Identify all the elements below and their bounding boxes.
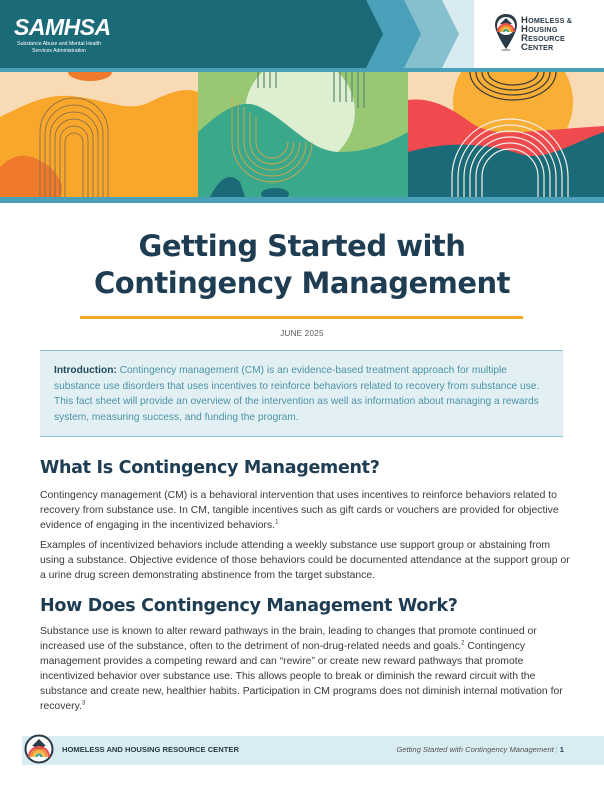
intro-callout xyxy=(40,350,563,437)
samhsa-subtitle-line2: Services Administration xyxy=(32,47,86,54)
footer-doc-title: Getting Started with Contingency Management xyxy=(396,745,554,754)
page-footer xyxy=(22,736,604,765)
paragraph-text: Contingency management (CM) is a behavioral intervention that uses incentives to reinforce behaviors related to recovery from substance use. In CM, tangible incentives such as gift cards or vouchers are provided for objective evidence of engaging in the incentivized behaviors. xyxy=(40,490,559,531)
page-number: 1 xyxy=(559,745,564,754)
samhsa-wordmark: SAMHSA xyxy=(14,14,111,40)
section-heading-how-cm-works: How Does Contingency Management Work? xyxy=(40,596,458,616)
art-bottom-stripe xyxy=(0,197,604,203)
hhrc-logo[interactable] xyxy=(474,0,604,68)
title-underline xyxy=(80,316,523,319)
footer-org-name: HOMELESS AND HOUSING RESOURCE CENTER xyxy=(62,745,239,754)
samhsa-logo[interactable] xyxy=(14,16,111,54)
samhsa-subtitle xyxy=(14,41,104,54)
intro-label: Introduction: xyxy=(54,365,117,376)
footnote-ref-1[interactable]: 1 xyxy=(275,519,279,526)
hhrc-line-1: HOMELESS & xyxy=(521,15,573,26)
hhrc-line-2: HOUSING xyxy=(521,24,558,35)
hhrc-line-3: RESOURCE xyxy=(521,33,566,44)
intro-text: Contingency management (CM) is an evidence-based treatment approach for multiple substance use disorders that uses incentives to reinforce behaviors related to recovery from substance use. This fact sheet will provide an overview of the intervention as well as information about managing a rewards system, measuring success, and funding the program. xyxy=(54,365,540,423)
paragraph-text: Examples of incentivized behaviors include attending a weekly substance use support group or abstaining from using a substance. Objective evidence of those behaviors could be documented attendance at the support group or a urine drug screen demonstrating abstinence from the target substance. xyxy=(40,540,570,581)
publication-date: JUNE 2025 xyxy=(280,329,324,338)
footer-doc-info xyxy=(396,745,564,754)
hhrc-house-icon xyxy=(24,734,54,764)
paragraph xyxy=(40,538,570,583)
paragraph-text: Substance use is known to alter reward pathways in the brain, leading to changes that promote continued or increased use of the substance, often to the detriment of non-drug-related needs and goals. xyxy=(40,626,537,652)
paragraph xyxy=(40,624,570,714)
footer-separator: | xyxy=(555,745,558,754)
hhrc-line-4: CENTER xyxy=(521,42,554,53)
section-heading-what-is-cm: What Is Contingency Management? xyxy=(40,458,380,478)
paragraph xyxy=(40,488,570,533)
footnote-ref-2[interactable]: 2 xyxy=(461,640,465,647)
hhrc-wordmark xyxy=(521,16,572,52)
title-line-1: Getting Started with xyxy=(138,229,466,263)
paragraph-text: Contingency management provides a competing reward and can “rewire” or create new reward pathways that promote incentivized behavior over substance use. This allows people to break or diminish the reward circuit with the substance and create new, healthier habits. Participation in CM programs does not diminish internal motivation for recovery. xyxy=(40,641,563,712)
decorative-abstract-art xyxy=(0,72,604,197)
page-title xyxy=(0,228,604,302)
header-band xyxy=(0,0,604,68)
samhsa-subtitle-line1: Substance Abuse and Mental Health xyxy=(17,41,101,47)
title-line-2: Contingency Management xyxy=(93,266,511,300)
footnote-ref-3[interactable]: 3 xyxy=(81,700,86,707)
location-pin-house-icon xyxy=(494,13,518,51)
